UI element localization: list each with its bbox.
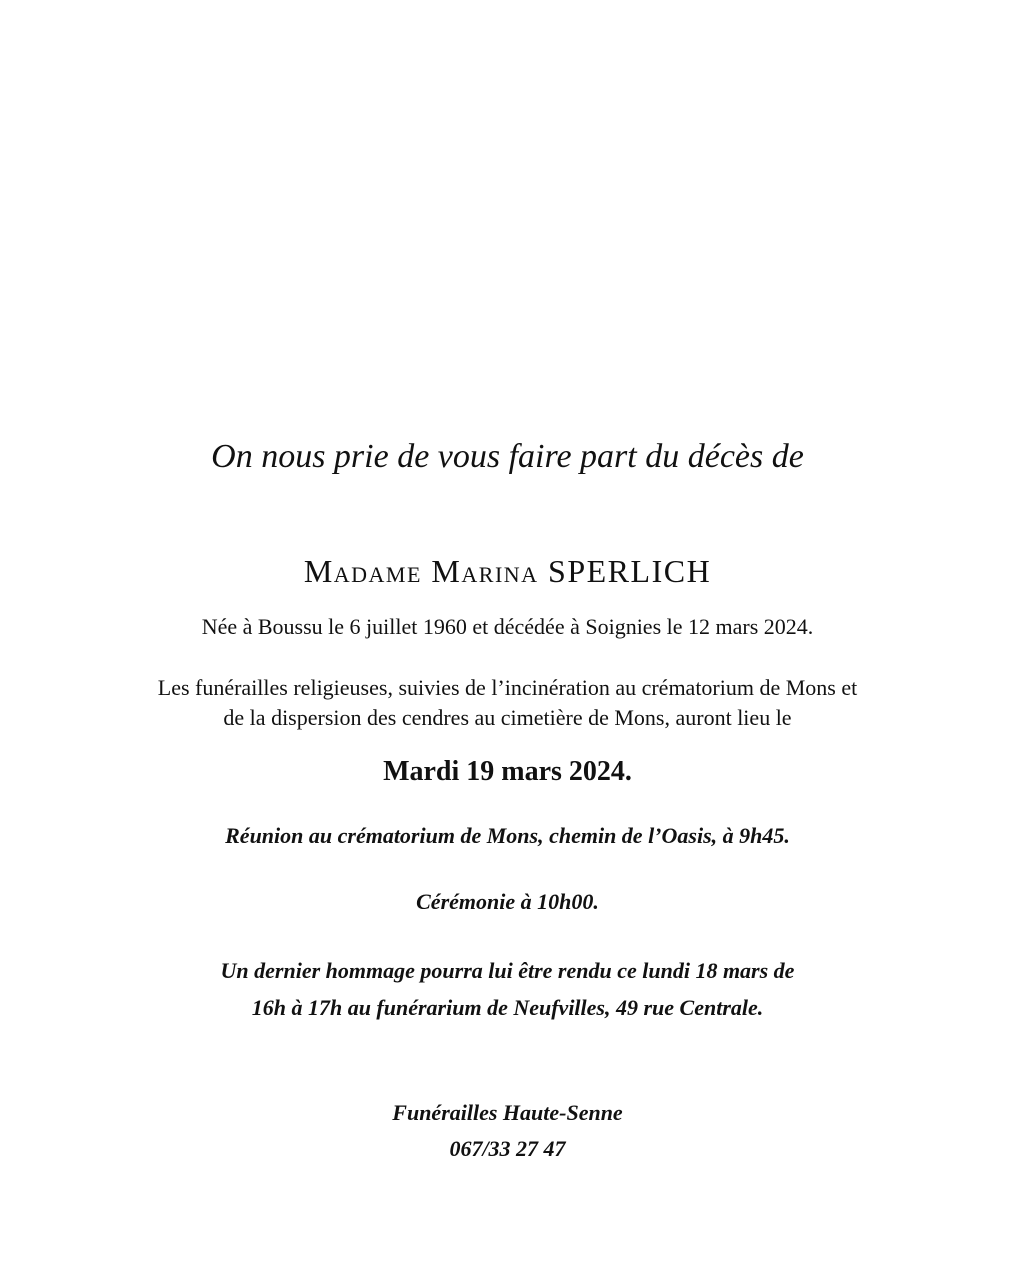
deceased-name: Madame Marina SPERLICH: [303, 553, 712, 589]
birth-death-text: Née à Boussu le 6 juillet 1960 et décédée à Soignies le 12 mars 2024.: [201, 614, 814, 639]
funeral-text-line1: Les funérailles religieuses, suivies de l’incinération au crématorium de Mons et: [157, 675, 858, 700]
homage-line2: 16h à 17h au funérarium de Neufvilles, 49 rue Centrale.: [251, 995, 764, 1020]
meeting-info: Réunion au crématorium de Mons, chemin de l’Oasis, à 9h45.: [225, 823, 790, 848]
phone-number: 067/33 27 47: [449, 1136, 566, 1161]
homage-line1: Un dernier hommage pourra lui être rendu ce lundi 18 mars de: [220, 958, 795, 983]
intro-text: On nous prie de vous faire part du décès de: [211, 438, 804, 475]
ceremony-time: Cérémonie à 10h00.: [416, 889, 599, 914]
funeral-home: Funérailles Haute-Senne: [392, 1100, 623, 1125]
funeral-date: Mardi 19 mars 2024.: [383, 756, 632, 787]
funeral-text-line2: de la dispersion des cendres au cimetière de Mons, auront lieu le: [223, 705, 792, 730]
